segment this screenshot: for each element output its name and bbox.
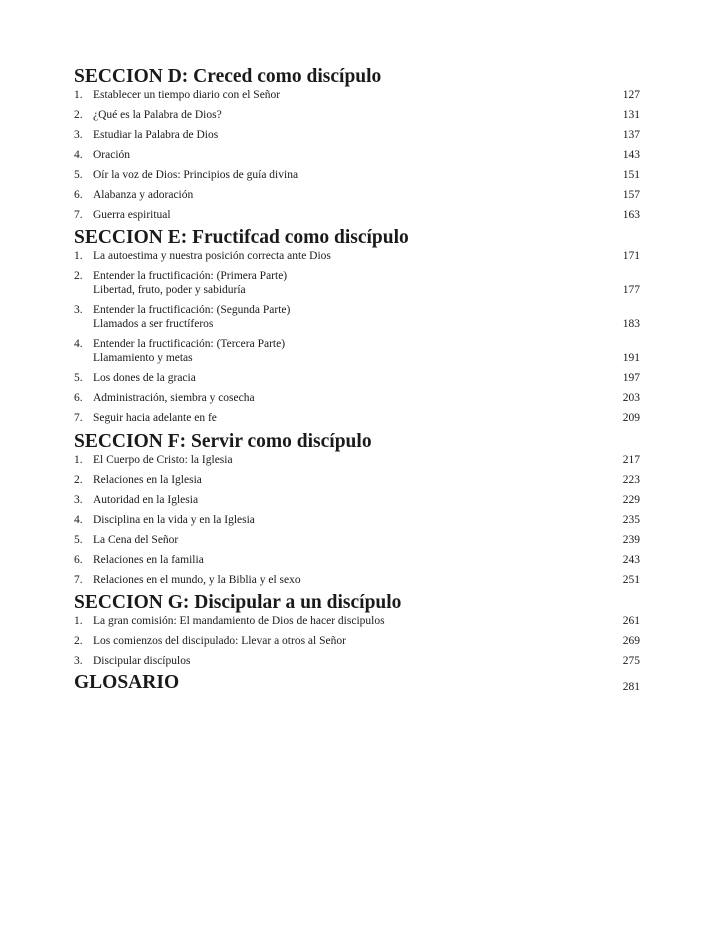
toc-entry bbox=[74, 269, 640, 297]
entry-number: 7. bbox=[74, 574, 83, 586]
entry-number: 6. bbox=[74, 189, 83, 201]
entry-title-line: La autoestima y nuestra posición correcta ante Dios bbox=[93, 250, 331, 262]
entry-title-line: ¿Qué es la Palabra de Dios? bbox=[93, 109, 222, 121]
entry-number: 3. bbox=[74, 494, 83, 506]
toc-entry bbox=[74, 573, 640, 587]
page-number: 191 bbox=[622, 352, 640, 364]
toc-entry bbox=[74, 473, 640, 487]
page-number: 131 bbox=[622, 109, 640, 121]
entry-title bbox=[74, 411, 640, 425]
entry-title bbox=[74, 337, 640, 365]
toc-entry bbox=[74, 128, 640, 142]
entry-title bbox=[74, 391, 640, 405]
entry-title bbox=[74, 513, 640, 527]
entry-title bbox=[74, 634, 640, 648]
page-number: 229 bbox=[622, 494, 640, 506]
entry-title bbox=[74, 88, 640, 102]
entry-number: 2. bbox=[74, 474, 83, 486]
entry-title-line: Alabanza y adoración bbox=[93, 189, 194, 201]
entry-number: 4. bbox=[74, 514, 83, 526]
page-number: 239 bbox=[622, 534, 640, 546]
section-title: SECCION G: Discipular a un discípulo bbox=[74, 592, 402, 613]
toc-entry bbox=[74, 411, 640, 425]
entry-title bbox=[74, 269, 640, 297]
entry-title-line: Entender la fructificación: (Segunda Parte) bbox=[93, 304, 291, 316]
toc-entry bbox=[74, 88, 640, 102]
entry-title-line: Relaciones en el mundo, y la Biblia y el sexo bbox=[93, 574, 301, 586]
entry-title bbox=[74, 453, 640, 467]
toc-entry bbox=[74, 614, 640, 628]
toc-entry bbox=[74, 493, 640, 507]
entry-title bbox=[74, 188, 640, 202]
entry-number: 4. bbox=[74, 149, 83, 161]
section-title: SECCION F: Servir como discípulo bbox=[74, 431, 372, 452]
page-number: 281 bbox=[622, 681, 640, 693]
page-number: 197 bbox=[622, 372, 640, 384]
entry-title bbox=[74, 493, 640, 507]
toc-entry bbox=[74, 148, 640, 162]
entry-title-line: Los dones de la gracia bbox=[93, 372, 196, 384]
entry-title-line: El Cuerpo de Cristo: la Iglesia bbox=[93, 454, 233, 466]
entry-title bbox=[74, 553, 640, 567]
entry-number: 1. bbox=[74, 615, 83, 627]
toc-entry bbox=[74, 654, 640, 668]
entry-title-line: Guerra espiritual bbox=[93, 209, 171, 221]
toc-entry bbox=[74, 391, 640, 405]
entry-title bbox=[74, 128, 640, 142]
section-title: SECCION D: Creced como discípulo bbox=[74, 66, 382, 87]
page-number: 261 bbox=[622, 615, 640, 627]
entry-number: 7. bbox=[74, 209, 83, 221]
entry-title-line: La Cena del Señor bbox=[93, 534, 179, 546]
page-number: 235 bbox=[622, 514, 640, 526]
toc-entry bbox=[74, 513, 640, 527]
page-number: 151 bbox=[622, 169, 640, 181]
entry-title bbox=[74, 249, 640, 263]
entry-number: 6. bbox=[74, 392, 83, 404]
page-number: 157 bbox=[622, 189, 640, 201]
entry-title bbox=[74, 533, 640, 547]
page-number: 269 bbox=[622, 635, 640, 647]
entry-number: 4. bbox=[74, 338, 83, 350]
page-number: 223 bbox=[622, 474, 640, 486]
entry-title bbox=[74, 614, 640, 628]
entry-title-line: Relaciones en la Iglesia bbox=[93, 474, 202, 486]
page-number: 203 bbox=[622, 392, 640, 404]
entry-title bbox=[74, 573, 640, 587]
page-number: 183 bbox=[622, 318, 640, 330]
entry-title-line: La gran comisión: El mandamiento de Dios de hacer discipulos bbox=[93, 615, 385, 627]
page-number: 163 bbox=[622, 209, 640, 221]
toc-entry bbox=[74, 371, 640, 385]
entry-title-line: Establecer un tiempo diario con el Señor bbox=[93, 89, 281, 101]
glossary-title: GLOSARIO bbox=[74, 672, 180, 693]
entry-title-line: Entender la fructificación: (Tercera Parte) bbox=[93, 338, 286, 350]
entry-title-line: Seguir hacia adelante en fe bbox=[93, 412, 217, 424]
toc-entry bbox=[74, 188, 640, 202]
page-number: 143 bbox=[622, 149, 640, 161]
toc-entry bbox=[74, 453, 640, 467]
section-title: SECCION E: Fructifcad como discípulo bbox=[74, 227, 409, 248]
table-of-contents bbox=[74, 66, 640, 694]
entry-number: 5. bbox=[74, 372, 83, 384]
entry-number: 3. bbox=[74, 129, 83, 141]
page-number: 209 bbox=[622, 412, 640, 424]
entry-title bbox=[74, 208, 640, 222]
toc-entry bbox=[74, 553, 640, 567]
page-number: 127 bbox=[622, 89, 640, 101]
entry-title bbox=[74, 473, 640, 487]
page-number: 275 bbox=[622, 655, 640, 667]
toc-entry bbox=[74, 533, 640, 547]
entry-number: 2. bbox=[74, 109, 83, 121]
entry-title-line: Llamados a ser fructíferos bbox=[93, 318, 214, 330]
page-number: 217 bbox=[622, 454, 640, 466]
entry-number: 2. bbox=[74, 270, 83, 282]
entry-title bbox=[74, 654, 640, 668]
page-number: 171 bbox=[622, 250, 640, 262]
entry-number: 5. bbox=[74, 534, 83, 546]
entry-title bbox=[74, 148, 640, 162]
toc-section bbox=[74, 592, 640, 668]
toc-entry bbox=[74, 249, 640, 263]
page-number: 243 bbox=[622, 554, 640, 566]
entry-title-line: Estudiar la Palabra de Dios bbox=[93, 129, 219, 141]
toc-entry bbox=[74, 634, 640, 648]
entry-title bbox=[74, 371, 640, 385]
entry-number: 1. bbox=[74, 454, 83, 466]
page-number: 137 bbox=[622, 129, 640, 141]
entry-number: 6. bbox=[74, 554, 83, 566]
entry-number: 7. bbox=[74, 412, 83, 424]
toc-entry bbox=[74, 168, 640, 182]
entry-title bbox=[74, 168, 640, 182]
toc-section bbox=[74, 66, 640, 222]
toc-section bbox=[74, 431, 640, 587]
toc-section bbox=[74, 227, 640, 425]
toc-entry bbox=[74, 108, 640, 122]
entry-title-line: Autoridad en la Iglesia bbox=[93, 494, 199, 506]
entry-number: 5. bbox=[74, 169, 83, 181]
entry-title-line: Llamamiento y metas bbox=[93, 352, 193, 364]
entry-title-line: Los comienzos del discipulado: Llevar a otros al Señor bbox=[93, 635, 346, 647]
entry-number: 1. bbox=[74, 250, 83, 262]
entry-number: 3. bbox=[74, 655, 83, 667]
entry-title-line: Disciplina en la vida y en la Iglesia bbox=[93, 514, 255, 526]
toc-entry bbox=[74, 208, 640, 222]
page-number: 251 bbox=[622, 574, 640, 586]
entry-title-line: Oír la voz de Dios: Principios de guía divina bbox=[93, 169, 299, 181]
toc-entry bbox=[74, 303, 640, 331]
entry-title-line: Administración, siembra y cosecha bbox=[93, 392, 255, 404]
entry-number: 2. bbox=[74, 635, 83, 647]
toc-entry bbox=[74, 337, 640, 365]
entry-title-line: Libertad, fruto, poder y sabiduría bbox=[93, 284, 246, 296]
entry-title-line: Relaciones en la familia bbox=[93, 554, 204, 566]
entry-title bbox=[74, 108, 640, 122]
entry-title-line: Oración bbox=[93, 149, 131, 161]
entry-number: 3. bbox=[74, 304, 83, 316]
entry-title-line: Discipular discípulos bbox=[93, 655, 191, 667]
page-number: 177 bbox=[622, 284, 640, 296]
entry-title bbox=[74, 303, 640, 331]
glossary-entry bbox=[74, 672, 640, 694]
entry-title-line: Entender la fructificación: (Primera Parte) bbox=[93, 270, 288, 282]
entry-number: 1. bbox=[74, 89, 83, 101]
